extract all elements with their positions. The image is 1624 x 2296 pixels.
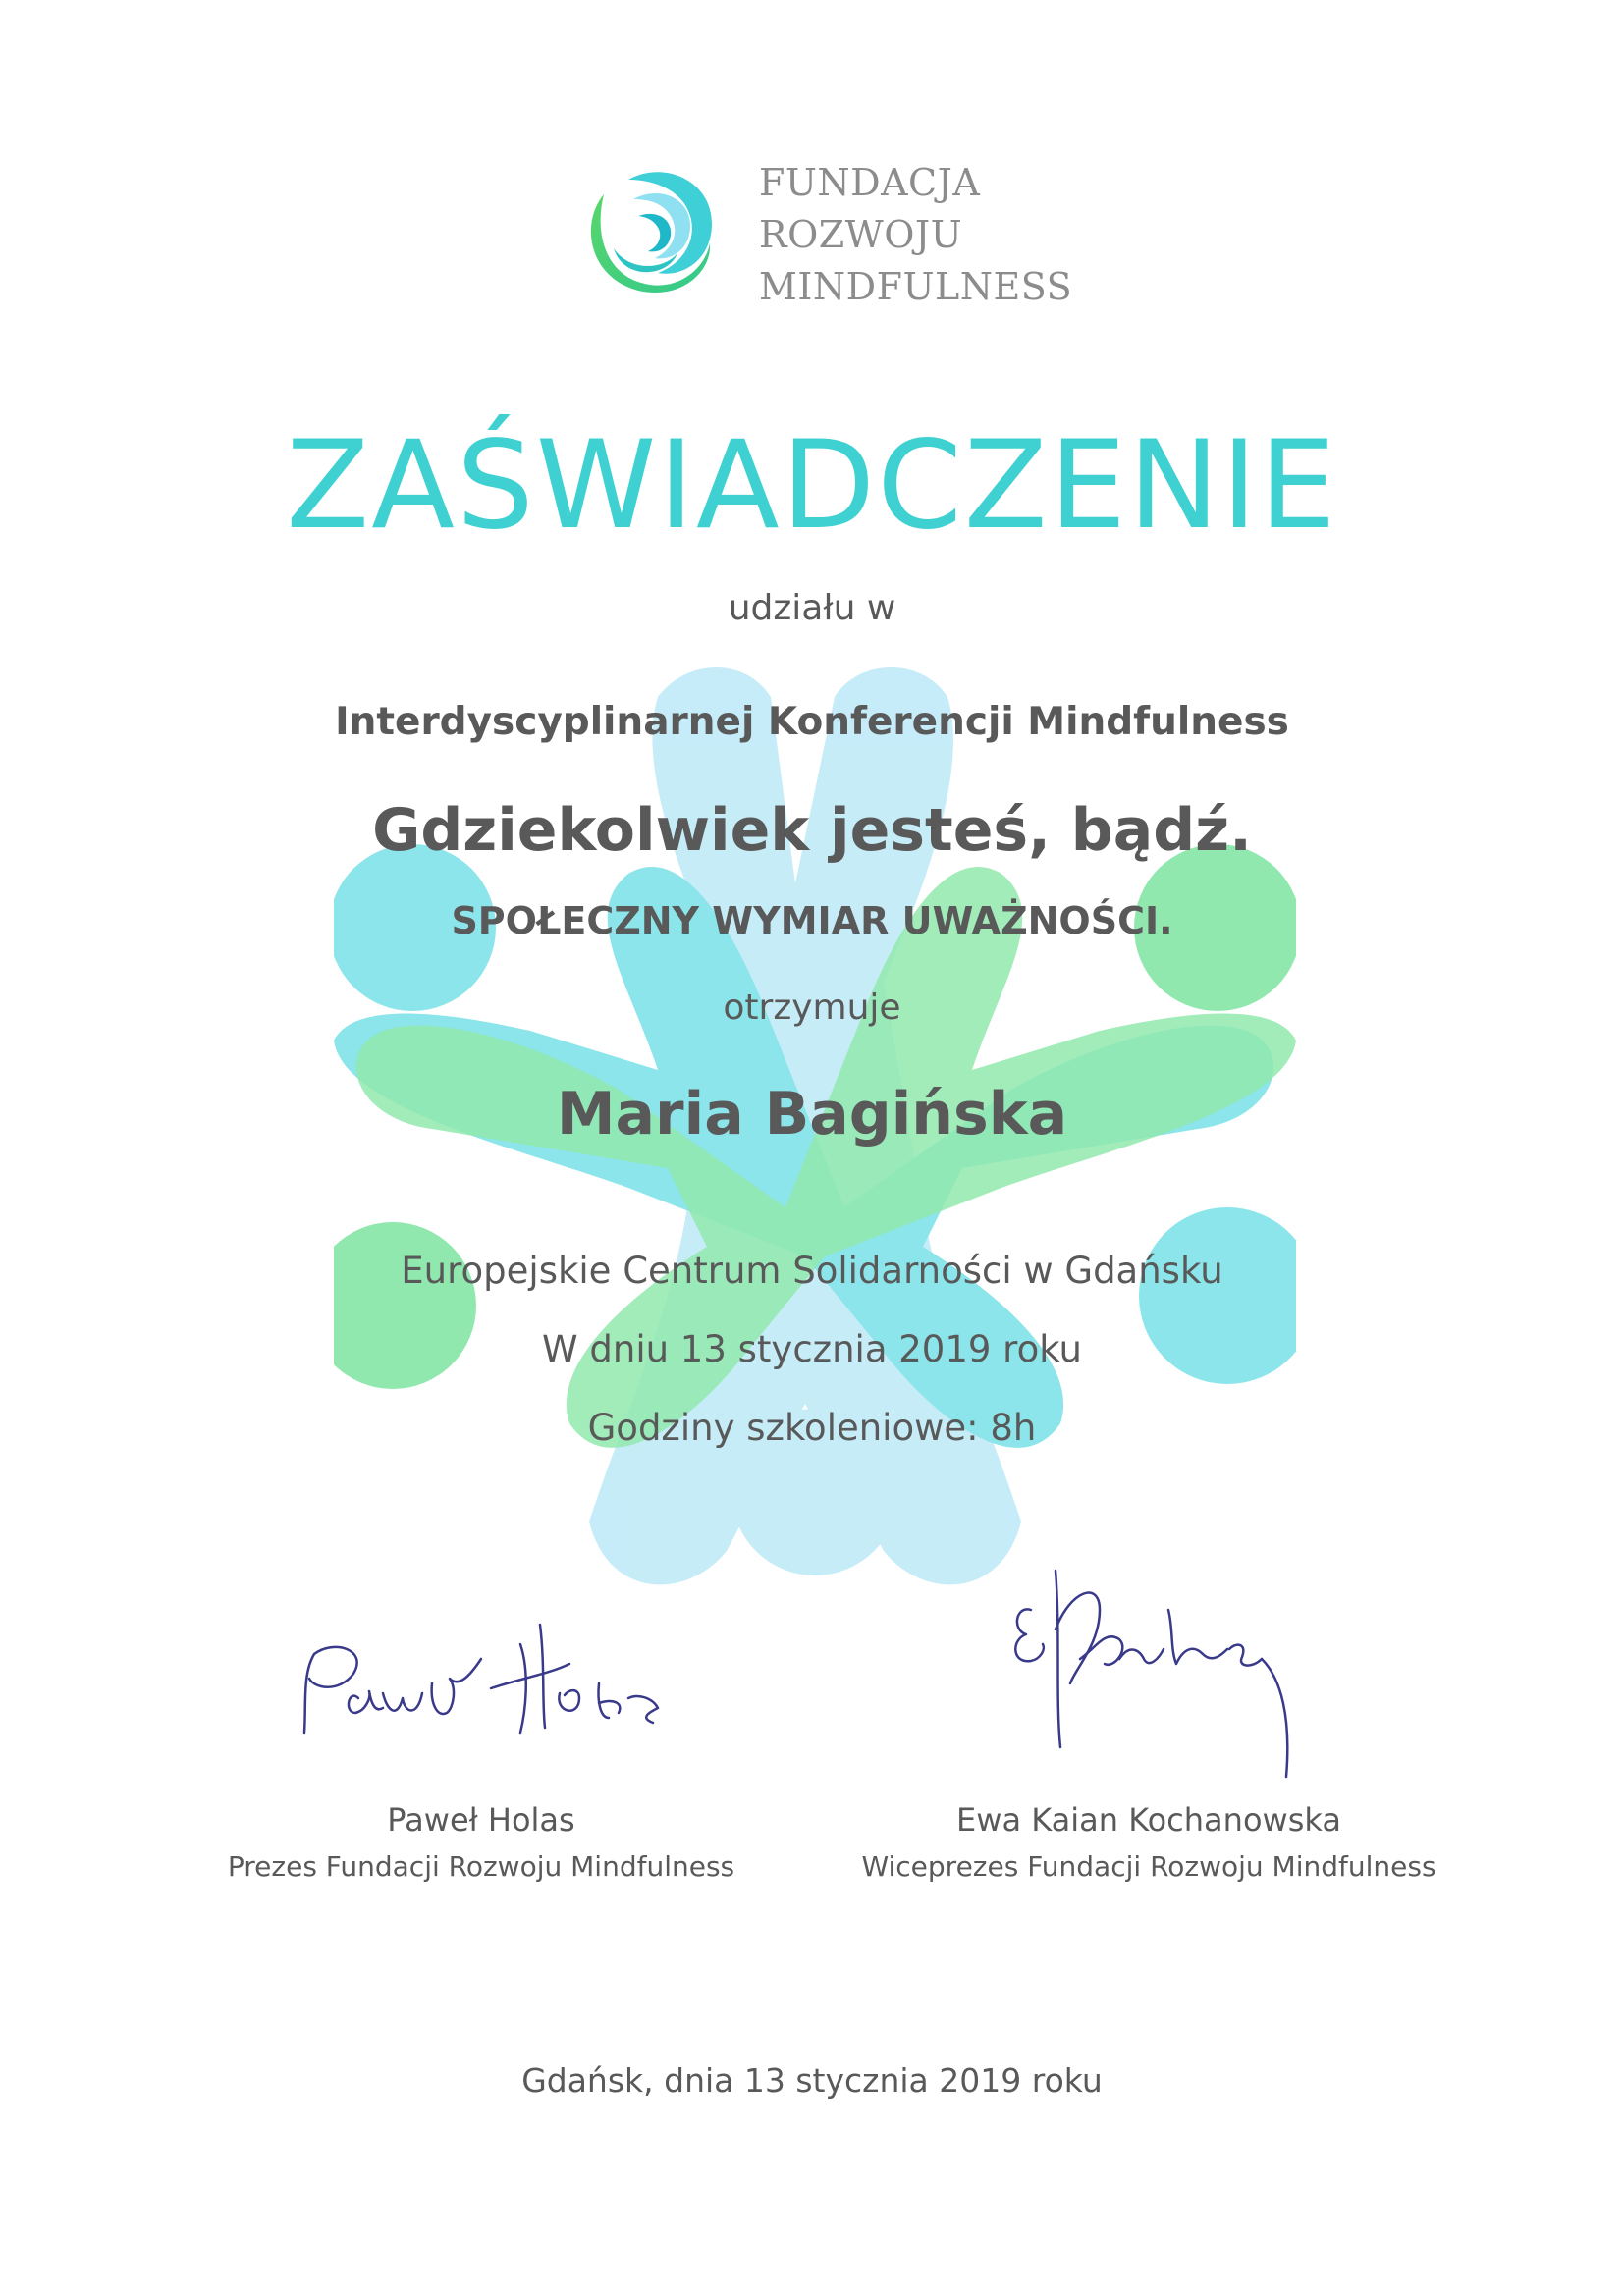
signature-block-vice-president	[805, 1796, 1492, 1889]
signature-name: Paweł Holas	[387, 1801, 575, 1839]
signature-right-handwriting	[1001, 1551, 1316, 1826]
event-date: W dniu 13 stycznia 2019 roku	[542, 1328, 1082, 1370]
foundation-logo-text	[759, 157, 1072, 313]
signature-block-president	[137, 1796, 825, 1889]
logo-line-2: ROZWOJU	[759, 213, 963, 256]
signature-left-handwriting	[285, 1605, 677, 1752]
foundation-logo	[574, 155, 1085, 308]
receives-text: otrzymuje	[723, 988, 901, 1028]
conference-subtitle: SPOŁECZNY WYMIAR UWAŻNOŚCI.	[451, 899, 1173, 942]
signature-name: Ewa Kaian Kochanowska	[956, 1801, 1341, 1839]
venue-text: Europejskie Centrum Solidarności w Gdańsku	[401, 1250, 1223, 1292]
intro-text: udziału w	[728, 588, 896, 628]
logo-line-1: FUNDACJA	[759, 161, 981, 204]
signature-role: Wiceprezes Fundacji Rozwoju Mindfulness	[861, 1850, 1436, 1883]
conference-motto: Gdziekolwiek jesteś, bądź.	[372, 796, 1252, 865]
place-and-date: Gdańsk, dnia 13 stycznia 2019 roku	[521, 2061, 1103, 2100]
logo-line-3: MINDFULNESS	[759, 265, 1073, 308]
foundation-logo-icon	[574, 155, 722, 302]
certificate-title: ZAŚWIADCZENIE	[286, 415, 1338, 557]
signature-role: Prezes Fundacji Rozwoju Mindfulness	[227, 1850, 735, 1883]
recipient-name: Maria Bagińska	[556, 1080, 1068, 1148]
conference-name: Interdyscyplinarnej Konferencji Mindfulness	[335, 700, 1289, 744]
training-hours: Godziny szkoleniowe: 8h	[587, 1407, 1037, 1449]
